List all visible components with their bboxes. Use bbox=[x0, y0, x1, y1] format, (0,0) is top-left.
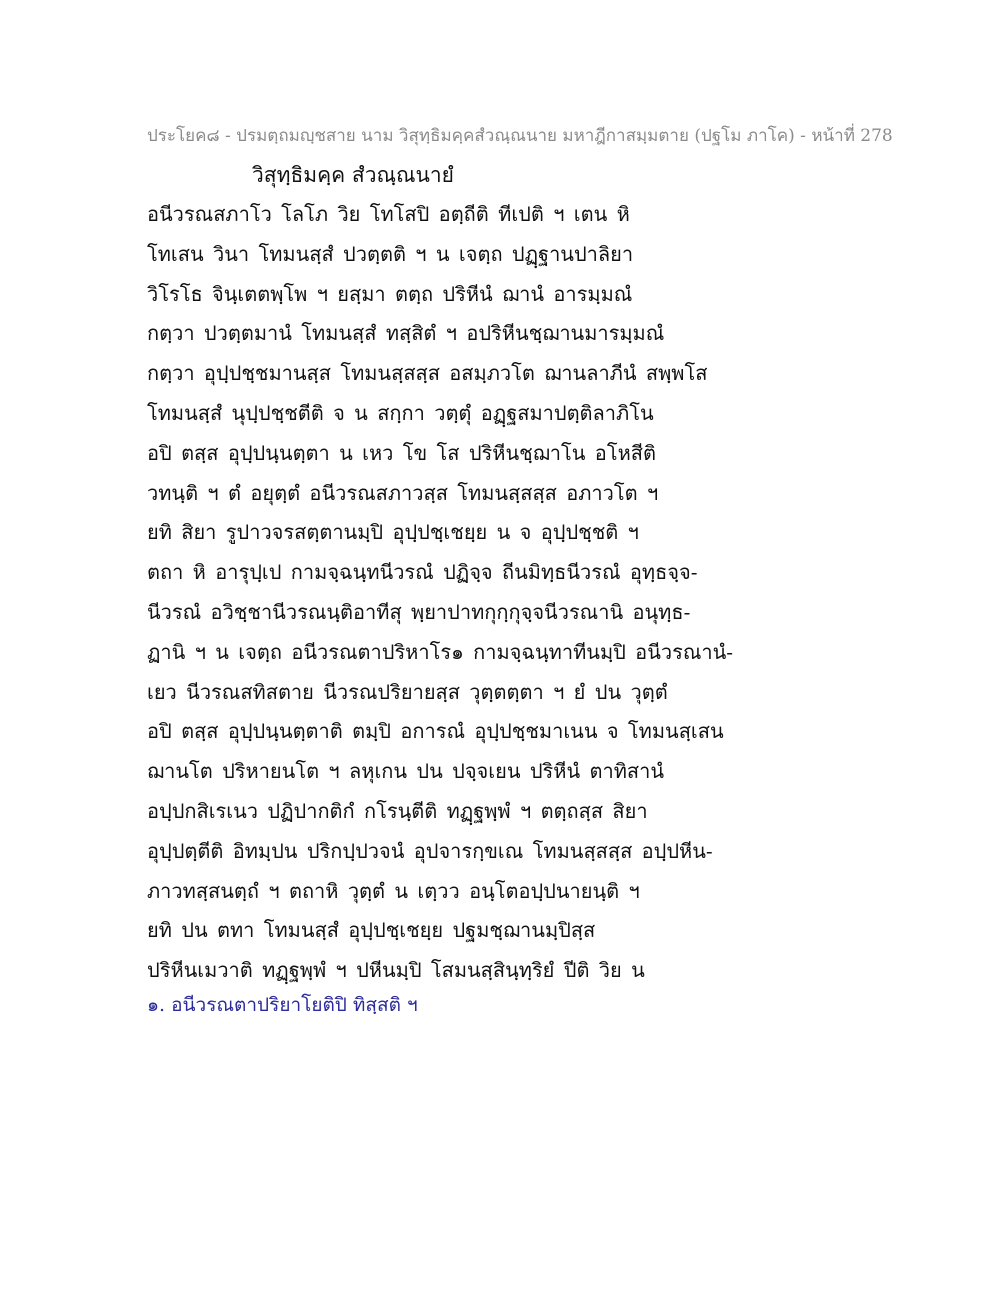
text-line: ภาวทสฺสนตฺถํ ฯ ตถาหิ วุตฺตํ น เตฺวว อนฺโตอปฺปนายนฺติ ฯ bbox=[147, 878, 640, 903]
text-line: วทนฺติ ฯ ตํ อยุตฺตํ อนีวรณสภาวสฺส โทมนสฺสสฺส อภาวโต ฯ bbox=[147, 480, 659, 505]
text-line: อปิ ตสฺส อุปฺปนฺนตฺตาติ ตมฺปิ อการณํ อุปฺปชฺชมาเนน จ โทมนสฺเสน bbox=[147, 719, 724, 744]
text-line: วิโรโธ จินฺเตตพฺโพ ฯ ยสฺมา ตตฺถ ปริหีนํ ฌานํ อารมฺมณํ bbox=[147, 281, 633, 306]
text-line: กตฺวา ปวตฺตมานํ โทมนสฺสํ ทสฺสิตํ ฯ อปริหีนชฺฌานมารมฺมณํ bbox=[147, 321, 665, 346]
footnote: ๑. อนีวรณตาปริยาโยติปิ ทิสฺสติ ฯ bbox=[147, 994, 418, 1016]
section-subtitle: วิสุทฺธิมคฺค สํวณฺณนายํ bbox=[252, 163, 454, 187]
body-text bbox=[147, 200, 847, 996]
text-line: เยว นีวรณสทิสตาย นีวรณปริยายสฺส วุตฺตตฺตา ฯ ยํ ปน วุตฺตํ bbox=[147, 679, 668, 704]
text-line: ฏานิ ฯ น เจตฺถ อนีวรณตาปริหาโร๑ กามจฺฉนฺทาทีนมฺปิ อนีวรณานํ- bbox=[147, 639, 734, 664]
text-line: อนีวรณสภาโว โลโภ วิย โทโสปิ อตฺถีติ ทีเปติ ฯ เตน หิ bbox=[147, 202, 630, 226]
text-line: ปริหีนเมวาติ ทฏฺฐพฺพํ ฯ ปหีนมฺปิ โสมนสฺสินฺทฺริยํ ปีติ วิย น bbox=[147, 958, 645, 983]
text-line: ตถา หิ อารุปฺเป กามจฺฉนฺทนีวรณํ ปฏิจฺจ ถีนมิทฺธนีวรณํ อุทฺธจฺจ- bbox=[147, 560, 698, 585]
text-line: อุปฺปตฺตีติ อิทมฺปน ปริกปฺปวจนํ อุปจารกฺขเณ โทมนสฺสสฺส อปฺปหีน- bbox=[147, 838, 713, 863]
text-line: กตฺวา อุปฺปชฺชมานสฺส โทมนสฺสสฺส อสมฺภวโต ฌานลาภีนํ สพฺพโส bbox=[147, 361, 708, 386]
text-line: อปิ ตสฺส อุปฺปนฺนตฺตา น เหว โข โส ปริหีนชฺฌาโน อโหสีติ bbox=[147, 440, 656, 465]
text-line: นีวรณํ อวิชฺชานีวรณนฺติอาทีสุ พฺยาปาทกุกฺกุจฺจนีวรณานิ อนุทฺธ- bbox=[147, 599, 691, 624]
text-line: ยทิ ปน ตทา โทมนสฺสํ อุปฺปชฺเชยฺย ปฐมชฺฌานมฺปิสฺส bbox=[147, 918, 596, 943]
text-line: ฌานโต ปริหายนโต ฯ ลหุเกน ปน ปจฺจเยน ปริหีนํ ตาทิสานํ bbox=[147, 759, 665, 784]
text-line: โทมนสฺสํ นุปฺปชฺชตีติ จ น สกฺกา วตฺตุํ อฏฺฐสมาปตฺติลาภิโน bbox=[147, 400, 654, 425]
text-line: โทเสน วินา โทมนสฺสํ ปวตฺตติ ฯ น เจตฺถ ปฏฺฐานปาลิยา bbox=[147, 241, 634, 266]
text-line: ยทิ สิยา รูปาวจรสตฺตานมฺปิ อุปฺปชฺเชยฺย น จ อุปฺปชฺชติ ฯ bbox=[147, 520, 639, 545]
running-header: ประโยค๘ - ปรมตฺถมญฺชสาย นาม วิสุทฺธิมคฺคสํวณฺณนาย มหาฎีกาสมฺมตาย (ปฐโม ภาโค) - หน้าที่ 278 bbox=[147, 126, 893, 146]
text-line: อปฺปกสิเรเนว ปฏิปากติกํ กโรนฺตีติ ทฏฺฐพฺพํ ฯ ตตฺถสฺส สิยา bbox=[147, 798, 648, 823]
